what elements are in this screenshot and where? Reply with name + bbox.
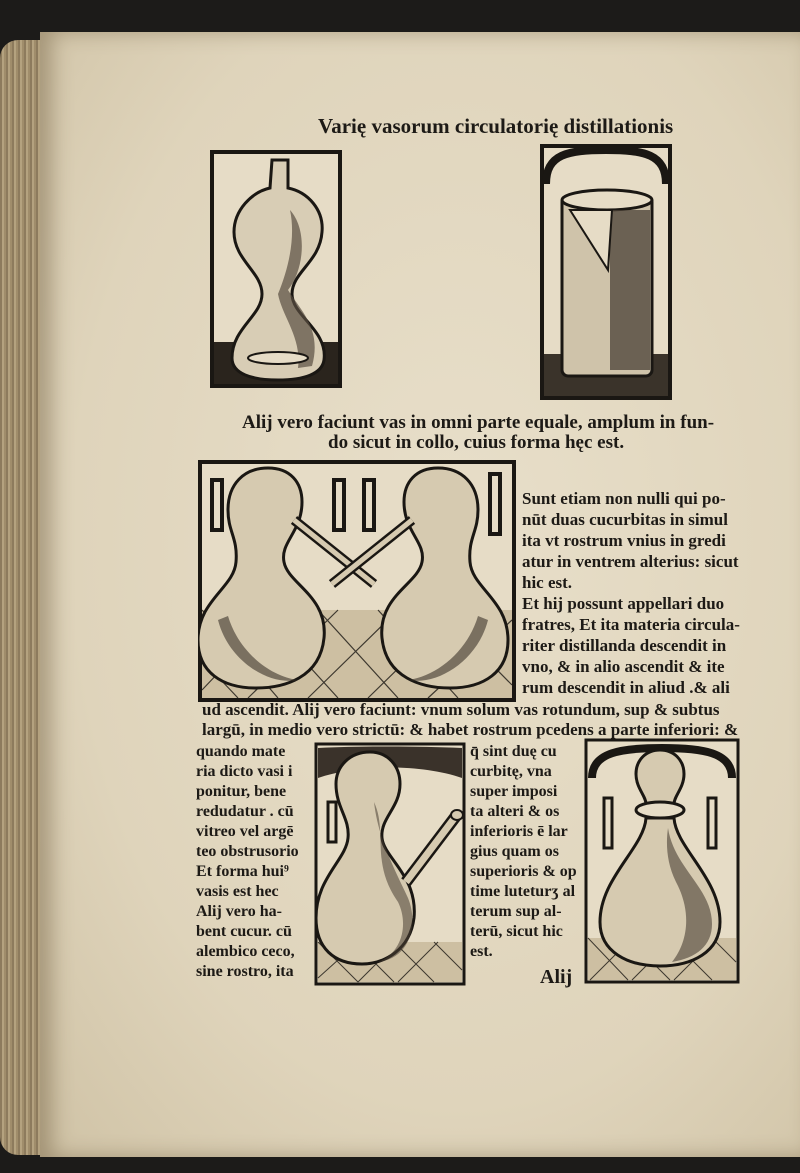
text-line: superioris & op	[470, 863, 577, 880]
text-line: curbitę, vna	[470, 763, 552, 780]
text-line: nūt duas cucurbitas in simul	[522, 510, 728, 529]
text-line: rum descendit in aliud .& ali	[522, 678, 730, 697]
text-line: time luteturʒ al	[470, 883, 576, 900]
text-line: largū, in medio vero strictū: & habet rostrum pcedens a parte inferiori: &	[202, 720, 739, 739]
text-line: vitreo vel argē	[196, 823, 294, 840]
text-line: ria dicto vasi i	[196, 763, 293, 780]
text-line: ita vt rostrum vnius in gredi	[522, 531, 726, 550]
text-line: est.	[470, 943, 493, 960]
text-line: atur in ventrem alterius: sicut	[522, 552, 739, 571]
text-line: sine rostro, ita	[196, 963, 294, 980]
text-line: terū, sicut hic	[470, 923, 563, 940]
caption-line: Alij vero faciunt vas in omni parte equale, amplum in fun-	[242, 412, 715, 433]
text-line: q̄ sint duę cu	[470, 743, 557, 760]
woodcut-hourglass-flask	[210, 150, 342, 388]
text-line: redudatur . cū	[196, 803, 294, 820]
text-line: Alij vero ha-	[196, 903, 282, 920]
text-line: bent cucur. cū	[196, 923, 292, 940]
catchword: Alij	[540, 966, 573, 988]
text-line: gius quam os	[470, 843, 559, 860]
text-line: quando mate	[196, 743, 286, 760]
text-line: terum sup al-	[470, 903, 562, 920]
caption-line: do sicut in collo, cuius forma hęc est.	[328, 432, 625, 453]
text-line: Et hij possunt appellari duo	[522, 594, 725, 613]
text-line: Sunt etiam non nulli qui po-	[522, 489, 726, 508]
text-line: ud ascendit. Alij vero faciunt: vnum solum vas rotundum, sup & subtus	[202, 700, 720, 719]
text-line: inferioris ē lar	[470, 823, 568, 840]
text-line: vno, & in alio ascendit & ite	[522, 657, 725, 676]
text-line: alembico ceco,	[196, 943, 295, 960]
text-line: ponitur, bene	[196, 783, 287, 800]
woodcut-twin-flasks	[198, 460, 516, 702]
page-header: Varię vasorum circulatorię distillationis	[318, 114, 674, 138]
woodcut-cylinder-vessel	[540, 144, 672, 400]
woodcut-spouted-flask	[314, 742, 466, 986]
text-line: ta alteri & os	[470, 803, 560, 820]
text-line: super imposi	[470, 783, 558, 800]
text-line: vasis est hec	[196, 883, 279, 900]
text-line: riter distillanda descendit in	[522, 636, 727, 655]
text-line: fratres, Et ita materia circula-	[522, 615, 740, 634]
text-line: teo obstrusorio	[196, 843, 299, 860]
text-line: Et forma hui⁹	[196, 863, 289, 880]
text-line: hic est.	[522, 573, 573, 592]
woodcut-stacked-cucurbits	[584, 738, 740, 984]
